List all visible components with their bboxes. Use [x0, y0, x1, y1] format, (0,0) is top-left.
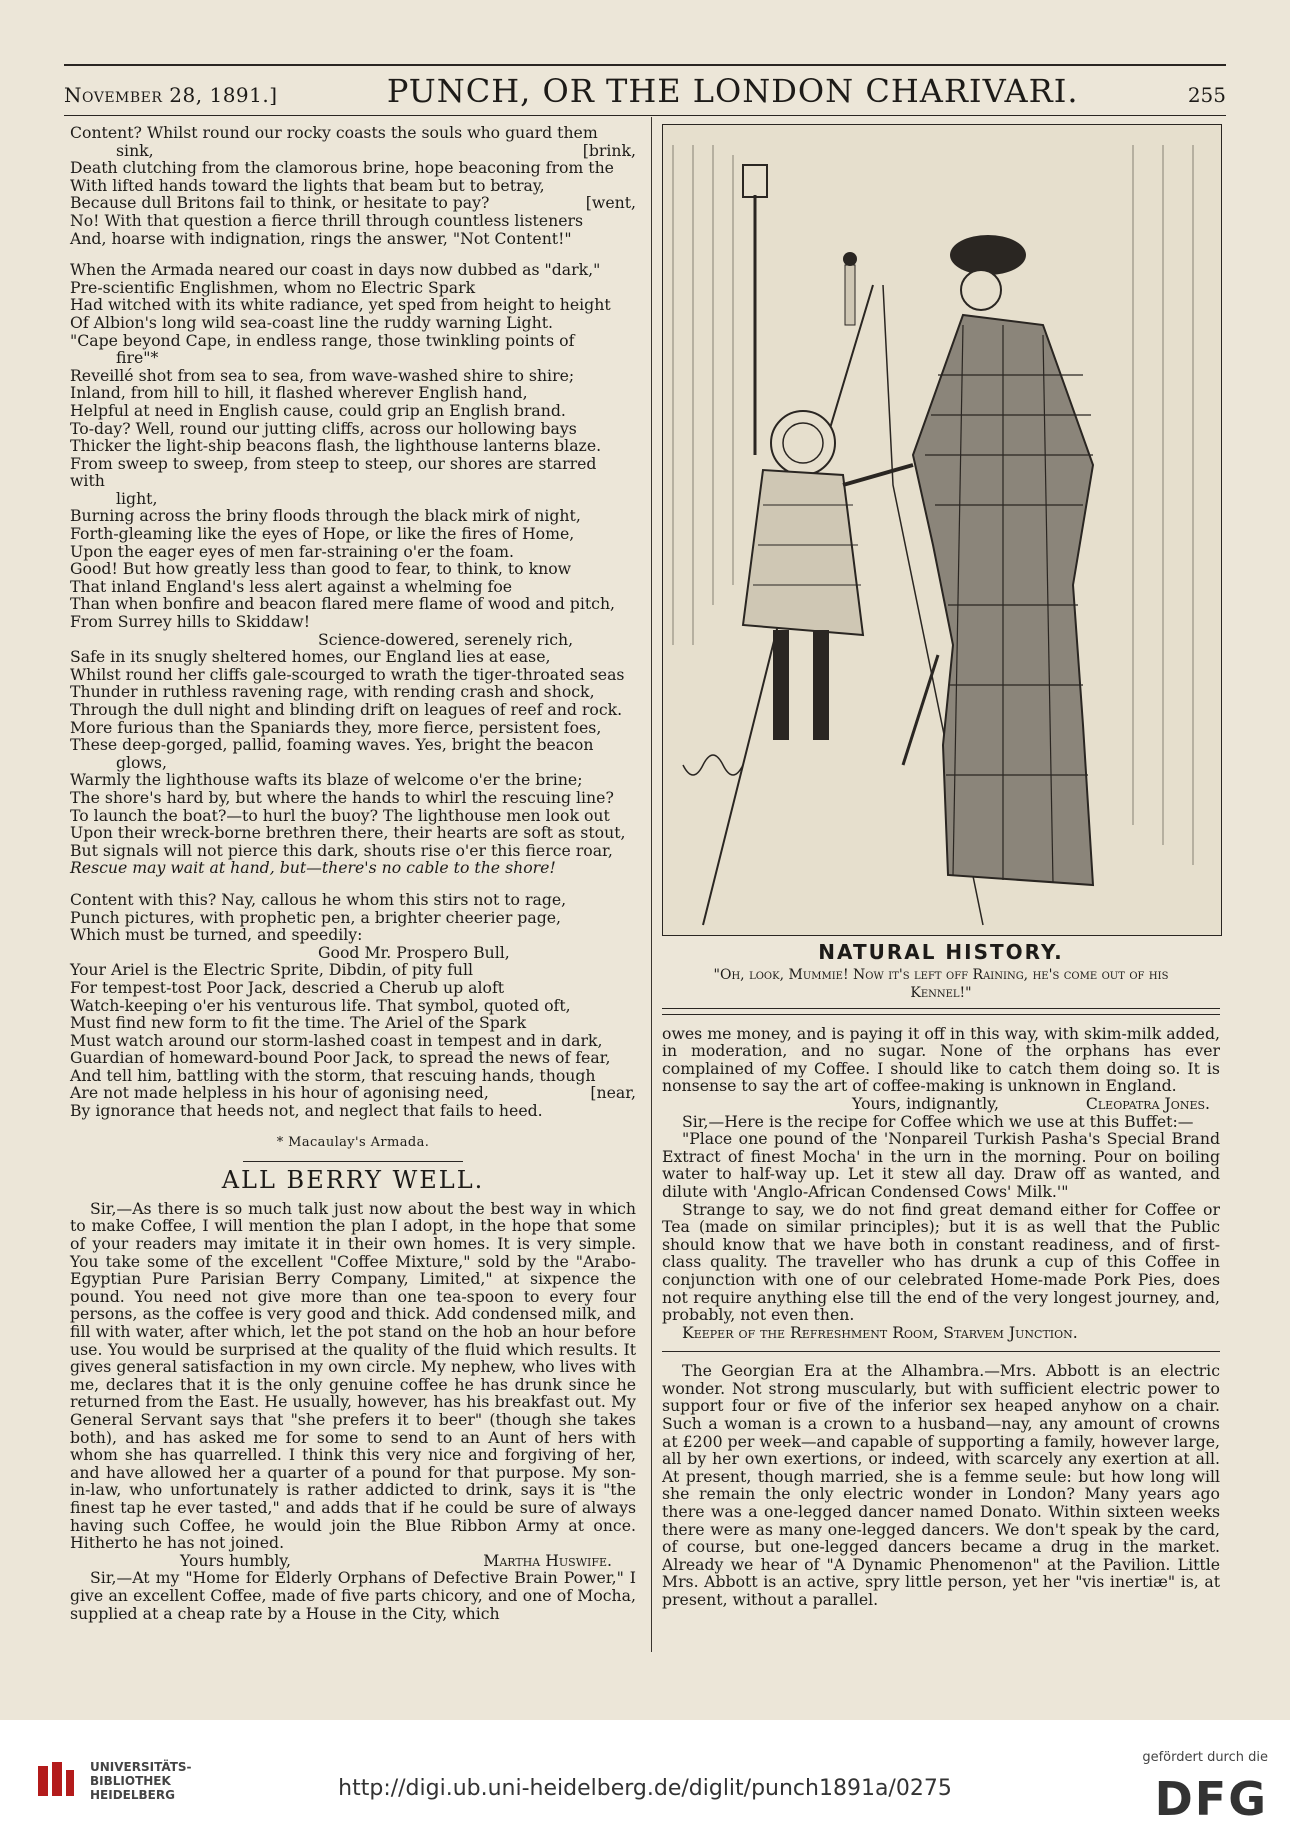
poem-line: Warmly the lighthouse wafts its blaze of welcome o'er the brine; [70, 770, 583, 790]
poem-line: light, [116, 488, 158, 508]
poem-line: Your Ariel is the Electric Sprite, Dibdin, of pity full [70, 960, 474, 980]
poem-line: To launch the boat?—to hurl the buoy? The lighthouse men look out [70, 805, 610, 825]
cartoon-caption: "Oh, look, Mummie! Now it's left off Raining, he's come out of his Kennel!" [713, 966, 1169, 1001]
funded-by-label: gefördert durch die [1142, 1750, 1268, 1765]
poem-line: Through the dull night and blinding drift on leagues of reef and rock. [70, 700, 623, 719]
poem-stanza-2 [70, 261, 636, 877]
poem-line: Pre-scientific Englishmen, whom no Electric Spark [70, 277, 476, 297]
poem-line: More furious than the Spaniards they, more fierce, persistent foes, [70, 717, 602, 737]
article-title: ALL BERRY WELL. [221, 1166, 485, 1195]
poem-line: Guardian of homeward-bound Poor Jack, to spread the news of fear, [70, 1048, 611, 1068]
poem-line: Punch pictures, with prophetic pen, a brighter cheerier page, [70, 907, 562, 927]
poem-line: Science-dowered, serenely rich, [318, 629, 574, 649]
header-date: November 28, 1891.] [64, 83, 278, 107]
poem-line: Whilst round her cliffs gale-scourged to wrath the tiger-throated seas [70, 664, 625, 684]
poem-line: Good! But how greatly less than good to fear, to think, to know [70, 559, 572, 579]
poem-line: Burning across the briny floods through the black mirk of night, [70, 506, 581, 526]
poem-line: Must watch around our storm-lashed coast in tempest and in dark, [70, 1030, 603, 1050]
poem-line: Inland, from hill to hill, it flashed wherever English hand, [70, 383, 528, 403]
permalink[interactable]: http://digi.ub.uni-heidelberg.de/diglit/punch1891a/0275 [338, 1776, 952, 1801]
poem-line: Safe in its snugly sheltered homes, our England lies at ease, [70, 647, 551, 667]
poem-line: Are not made helpless in his hour of agonising need, [near, [70, 1083, 636, 1103]
poem-line: glows, [116, 752, 167, 772]
poem-line: "Cape beyond Cape, in endless range, those twinkling points of [70, 330, 575, 350]
dfg-logo: DFG [1154, 1772, 1268, 1826]
article-paragraph: The Georgian Era at the Alhambra.—Mrs. Abbott is an electric wonder. Not strong muscularly, but with sufficient electric power to support four or five of the inferior sex heaped anyhow on a chair. Such a woman is a crown to a husband—nay, any amount of crowns at £200 per week—and capable of supporting a family, however large, all by her own exertions, or indeed, with scarcely any exertion at all. At present, though married, she is a femme seule: but how long will she remain the only electric wonder in London? Many years ago there was a one-legged dancer named Donato. Within sixteen weeks there were as many one-legged dancers. We don't speak by the card, of course, but one-legged dancers became a drug in the market. Already we hear of "A Dynamic Phenomenon" at the Pavilion. Little Mrs. Abbott is an active, spry little person, yet her "vis inertiæ" is, at present, without a parallel. [662, 1361, 1221, 1609]
letter-paragraph: Sir,—Here is the recipe for Coffee which we use at this Buffet:— [682, 1111, 1194, 1131]
right-column [662, 124, 1220, 1609]
poem-line: Death clutching from the clamorous brine, hope beaconing from the [70, 158, 614, 178]
poem-line: From sweep to sweep, from steep to steep, our shores are starred with [70, 453, 602, 491]
cartoon-drawing [663, 125, 1221, 935]
university-name: UNIVERSITÄTS- BIBLIOTHEK HEIDELBERG [90, 1760, 192, 1802]
poem-footnote: * Macaulay's Armada. [276, 1134, 430, 1150]
section-rule [243, 1161, 463, 1162]
poem-line: Of Albion's long wild sea-coast line the ruddy warning Light. [70, 312, 553, 332]
poem-stanza-3 [70, 891, 636, 1120]
poem-line: Upon their wreck-borne brethren there, their hearts are soft as stout, [70, 823, 626, 843]
poem [70, 124, 636, 1151]
poem-line: Forth-gleaming like the eyes of Hope, or like the fires of Home, [70, 524, 575, 544]
coffee-article-continued [662, 1025, 1220, 1342]
poem-line: For tempest-tost Poor Jack, descried a Cherub up aloft [70, 977, 505, 997]
poem-line: Upon the eager eyes of men far-straining o'er the foam. [70, 541, 514, 561]
poem-line: That inland England's less alert against a whelming foe [70, 576, 513, 596]
poem-line: And, hoarse with indignation, rings the answer, "Not Content!" [70, 228, 572, 248]
poem-line: Content? Whilst round our rocky coasts the souls who guard them [70, 123, 598, 142]
column-divider [651, 117, 652, 1652]
page-number: 255 [1187, 83, 1226, 107]
header-title: PUNCH, OR THE LONDON CHARIVARI. [386, 72, 1079, 110]
georgian-era-article [662, 1362, 1220, 1608]
letter-signature: Yours, indignantly, Cleopatra Jones. [852, 1093, 1210, 1113]
poem-stanza-1 [70, 124, 636, 247]
header-rule [64, 115, 1226, 116]
letter-signature: Keeper of the Refreshment Room, Starvem Junction. [682, 1322, 1078, 1342]
letter-paragraph: "Place one pound of the 'Nonpareil Turkish Pasha's Special Brand Extract of finest Mocha' in the urn in the morning. Pour on boiling water to half-way up. Let it stew all day. Draw off as wanted, and dilute with 'Anglo-African Condensed Cows' Milk.'" [662, 1129, 1220, 1201]
poem-line: Helpful at need in English cause, could grip an English brand. [70, 400, 566, 420]
cartoon-title: NATURAL HISTORY. [818, 940, 1064, 964]
poem-line: These deep-gorged, pallid, foaming waves. Yes, bright the beacon [70, 735, 594, 755]
poem-line: When the Armada neared our coast in days now dubbed as "dark," [70, 260, 601, 280]
cartoon-illustration [662, 124, 1222, 936]
left-column [70, 124, 636, 1622]
section-rule [662, 1351, 1220, 1352]
coffee-article [70, 1200, 636, 1622]
page-header [64, 72, 1226, 112]
poem-line: sink, [brink, [116, 140, 636, 160]
top-rule [64, 64, 1226, 66]
poem-line: But signals will not pierce this dark, shouts rise o'er this fierce roar, [70, 840, 613, 860]
poem-line: Must find new form to fit the time. The Ariel of the Spark [70, 1013, 527, 1033]
poem-line: To-day? Well, round our jutting cliffs, across our hollowing bays [70, 418, 577, 438]
poem-line: From Surrey hills to Skiddaw! [70, 612, 311, 632]
poem-line: No! With that question a fierce thrill through countless listeners [70, 210, 584, 230]
letter-paragraph: owes me money, and is paying it off in this way, with skim-milk added, in moderation, and no sugar. None of the orphans has ever complained of my Coffee. I should like to catch them doing so. It is nonsense to say the art of coffee-making is unknown in England. [662, 1023, 1220, 1096]
poem-line: By ignorance that heeds not, and neglect that fails to heed. [70, 1101, 543, 1121]
letter-paragraph: Sir,—At my "Home for Elderly Orphans of Defective Brain Power," I give an excellent Coffee, made of five parts chicory, and one of Mocha, supplied at a cheap rate by a House in the City, which [70, 1568, 636, 1623]
poem-line: fire"* [116, 348, 159, 368]
letter-signature: Yours humbly, Martha Huswife. [180, 1550, 612, 1570]
double-rule [662, 1008, 1220, 1015]
poem-line: The shore's hard by, but where the hands to whirl the rescuing line? [70, 787, 614, 807]
letter-paragraph: Sir,—As there is so much talk just now about the best way in which to make Coffee, I will mention the plan I adopt, in the hope that some of your readers may imitate it in their own homes. It is very simple. You take some of the excellent "Coffee Mixture," sold by the "Arabo-Egyptian Pure Parisian Berry Company, Limited," at sixpence the pound. You need not give more than one tea-spoon to every four persons, as the coffee is very good and thick. Add condensed milk, and fill with water, after which, let the pot stand on the hob an hour before use. You would be surprised at the quality of the fluid which results. It gives general satisfaction in my own circle. My nephew, who lives with me, declares that it is the only genuine coffee he has drunk since he returned from the East. He usually, however, has his breakfast out. My General Servant says that "she prefers it to beer" (though she takes both), and has asked me for some to send to an Aunt of hers with whom she has quarrelled. I think this very nice and forgiving of her, and have allowed her a quarter of a pound for that purpose. My son-in-law, who unfortunately is rather addicted to drink, says it is "the finest tap he ever tasted," and adds that if he could be sure of always having such Coffee, he would join the Blue Ribbon Army at once. Hitherto he has not joined. [70, 1198, 636, 1553]
poem-line: With lifted hands toward the lights that beam but to betray, [70, 175, 545, 195]
poem-line: Content with this? Nay, callous he whom this stirs not to rage, [70, 889, 567, 909]
letter-paragraph: Strange to say, we do not find great demand either for Coffee or Tea (made on similar principles); but it is as well that the Public should know that we have both in constant readiness, and of first-class quality. The traveller who has drunk a cup of this Coffee in conjunction with one of our celebrated Home-made Pork Pies, does not require anything else till the end of the very longest journey, and, probably, not even then. [662, 1199, 1220, 1325]
poem-line: Thicker the light-ship beacons flash, the lighthouse lanterns blaze. [70, 436, 602, 456]
poem-line: Reveillé shot from sea to sea, from wave-washed shire to shire; [70, 365, 575, 385]
poem-line: Than when bonfire and beacon flared mere flame of wood and pitch, [70, 594, 616, 614]
library-footer [0, 1720, 1290, 1836]
poem-line: Because dull Britons fail to think, or hesitate to pay? [went, [70, 193, 636, 213]
poem-line: Thunder in ruthless ravening rage, with rending crash and shock, [70, 682, 595, 702]
poem-line: Rescue may wait at hand, but—there's no cable to the shore! [70, 858, 556, 878]
poem-line: Which must be turned, and speedily: [70, 925, 363, 945]
poem-line: Watch-keeping o'er his venturous life. That symbol, quoted oft, [70, 995, 571, 1015]
poem-line: Had witched with its white radiance, yet sped from height to height [70, 295, 611, 315]
poem-line: Good Mr. Prospero Bull, [318, 942, 510, 962]
poem-line: And tell him, battling with the storm, that rescuing hands, though [70, 1065, 596, 1085]
